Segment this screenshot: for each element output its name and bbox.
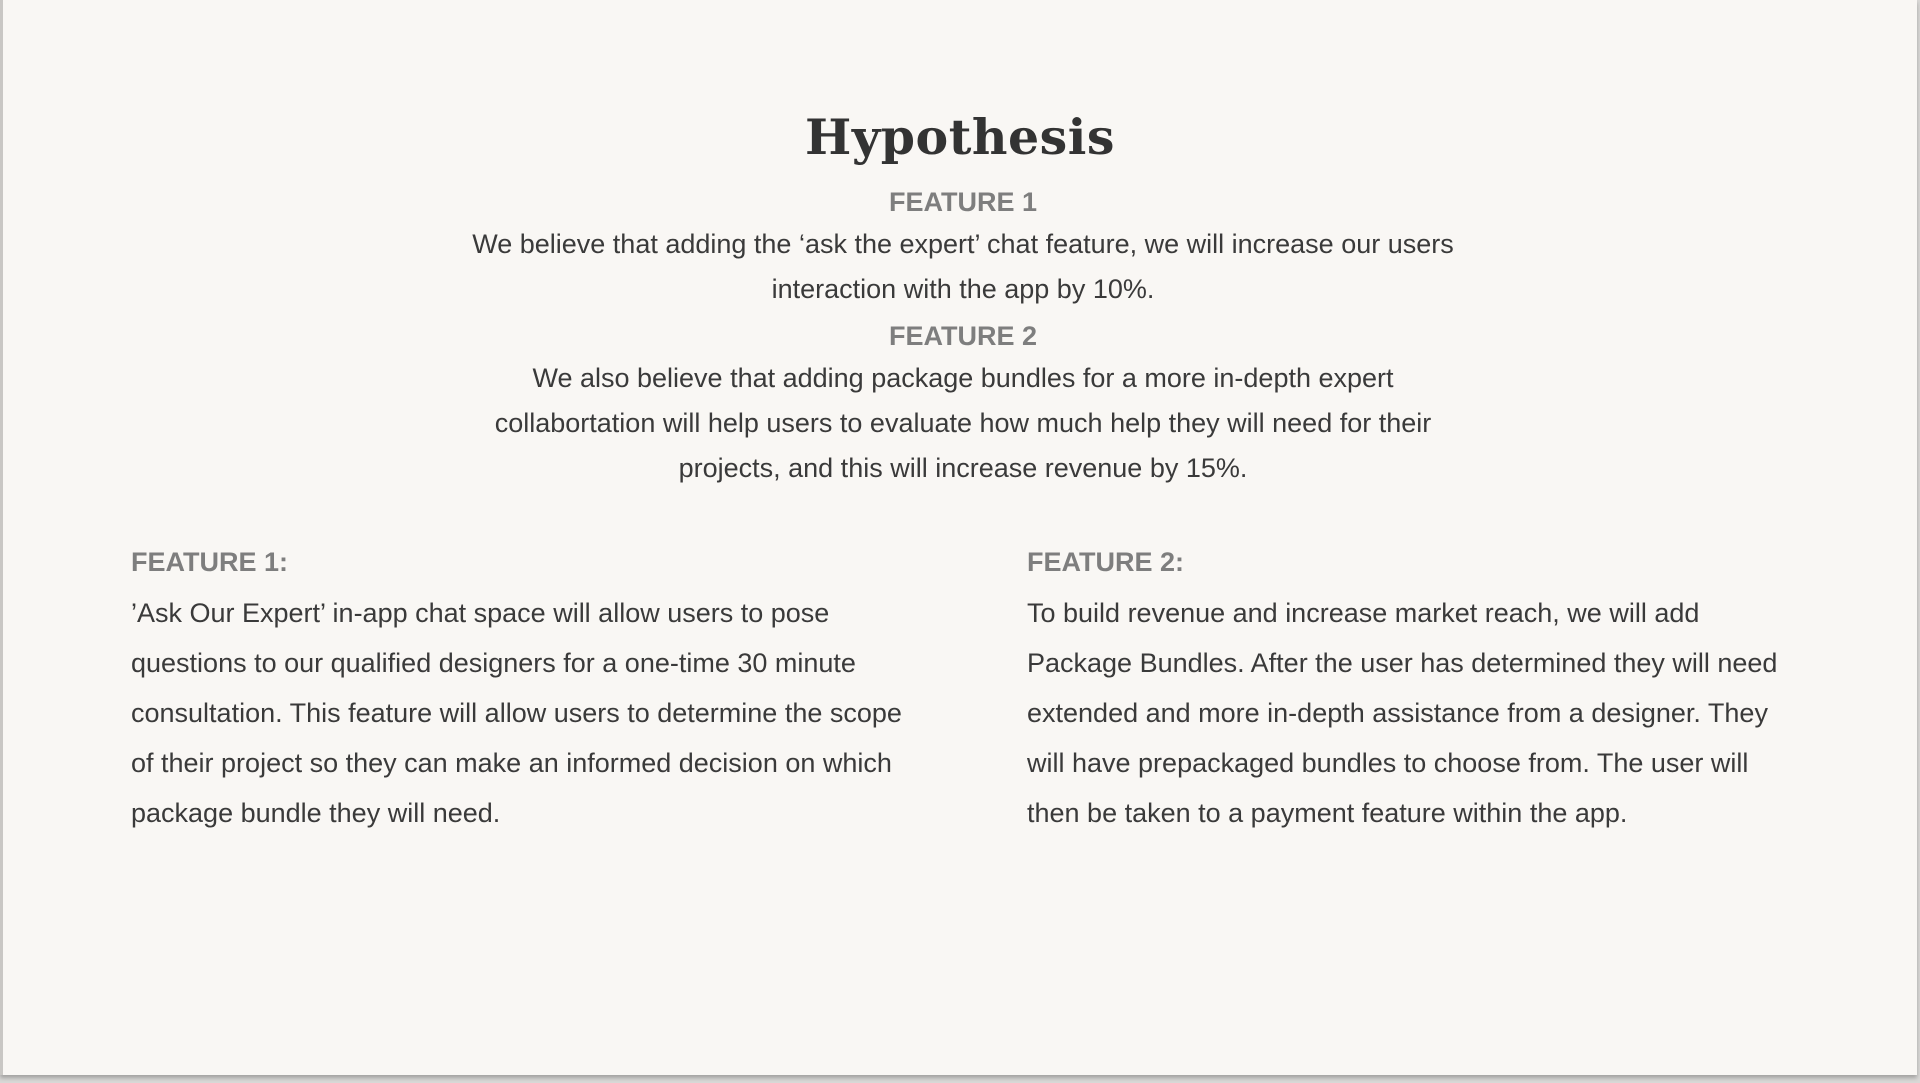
- feature-text: To build revenue and increase market reach, we will add Package Bundles. After the user has determined they will need extended and more in-depth assistance from a designer. They will have prepackaged bundles to choose from. The user will then be taken to a payment feature within the app.: [1027, 598, 1778, 828]
- hypothesis-label: FEATURE 2: [888, 321, 1037, 351]
- hypothesis-label: FEATURE 1: [888, 187, 1037, 217]
- hypothesis-text: We believe that adding the ‘ask the expert’ chat feature, we will increase our users interaction with the app by 10%.: [472, 229, 1454, 304]
- hypothesis-feature-2: [413, 316, 1513, 491]
- feature-label: FEATURE 1:: [131, 547, 289, 577]
- feature-1-description: [131, 542, 921, 838]
- feature-2-description: [1027, 542, 1797, 838]
- feature-text: ’Ask Our Expert’ in-app chat space will allow users to pose questions to our qualified designers for a one-time 30 minute consultation. This feature will allow users to determine the scope of their project so they can make an informed decision on which package bundle they will need.: [131, 598, 902, 828]
- slide-title: Hypothesis: [805, 108, 1115, 166]
- hypothesis-text: We also believe that adding package bundles for a more in-depth expert collabortation will help users to evaluate how much help they will need for their projects, and this will increase revenue by 15%.: [494, 363, 1432, 483]
- hypothesis-feature-1: [413, 182, 1513, 312]
- feature-label: FEATURE 2:: [1027, 547, 1185, 577]
